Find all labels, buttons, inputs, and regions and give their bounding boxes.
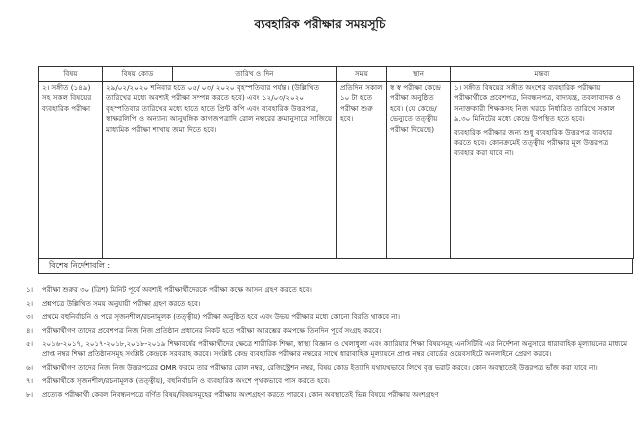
- list-item-text: প্রশ্নপত্রে উল্লিখিত সময় অনুযায়ী পরীক্ষা গ্রহণ করতে হবে।: [42, 299, 201, 308]
- list-item: [26, 286, 633, 296]
- notice-heading: বিশেষ নির্দেশাবলি :: [38, 258, 633, 274]
- column-header-remarks: মন্তব্য: [451, 67, 634, 82]
- list-item-number: ৪।: [26, 326, 34, 335]
- list-item-number: ২।: [26, 299, 34, 308]
- column-header-place: স্থান: [387, 67, 451, 82]
- column-header-subject-code: বিষয় কোড: [103, 67, 173, 82]
- list-item-number: ৫।: [26, 340, 34, 349]
- list-item: [26, 327, 633, 337]
- list-item-number: ১।: [26, 286, 34, 294]
- list-item-number: ৩।: [26, 313, 34, 322]
- cell-date: ২৯/০২/২০২০ শনিবার হতে ০৫/ ০৩/ ২০২০ বৃহস্পতিবার পর্যন্ত। (উল্লিখিত তারিখের মধ্যে অবশ্যই পরীক্ষা সম্পন্ন করতে হবে) এবং ১২/০৩/২০২০ বৃহস্পতিবার তারিখের মধ্যে হাতে হাতে প্রিন্ট কপি এবং ব্যবহারিক উত্তরপত্র, স্বাক্ষরলিপি ও অন্যান্য আনুষঙ্গিক কাগজপত্রাদি রোল নম্বরের ক্রমানুসারে সাজিয়ে মাধ্যমিক পরীক্ষা শাখায় জমা দিতে হবে।: [103, 82, 337, 259]
- cell-subject: ২। সঙ্গীত (১৪৯) সহ সকল বিষয়ের ব্যবহারিক পরীক্ষা: [39, 82, 103, 259]
- table-header-row: [39, 67, 634, 82]
- instruction-list: [26, 286, 633, 404]
- column-header-subject: বিষয়: [39, 67, 103, 82]
- page-title: ব্যবহারিক পরীক্ষার সময়সূচি: [254, 17, 386, 31]
- list-item-text: পরীক্ষার্থীকে সৃজনশীল/রচনামূলক (তত্ত্বীয়), বহুনির্বাচনি ও ব্যবহারিক অংশে পৃথকভাবে পাস করতে হবে।: [42, 377, 330, 386]
- list-item-text: পরীক্ষা শুরুর ৩০ (ত্রিশ) মিনিট পূর্বে অবশ্যই পরীক্ষার্থীদেরকে পরীক্ষা কক্ষে আসন গ্রহণ করতে হবে।: [42, 286, 312, 294]
- schedule-table: [38, 66, 634, 259]
- list-item-text: পরীক্ষার্থীগণ তাদের প্রবেশপত্র নিজ নিজ প্রতিষ্ঠান প্রধানের নিকট হতে পরীক্ষা আরম্ভের কমপক্ষে তিনদিন পূর্বে সংগ্রহ করবে।: [42, 326, 382, 335]
- list-item: [26, 391, 633, 401]
- list-item: [26, 313, 633, 323]
- list-item: [26, 377, 633, 387]
- list-item-number: ৭।: [26, 377, 34, 386]
- cell-remarks: [451, 82, 634, 259]
- list-item: [26, 364, 633, 374]
- list-item-number: ৮।: [26, 390, 34, 399]
- table-row: [39, 82, 634, 259]
- list-item: [26, 340, 633, 359]
- list-item-text: প্রথমে বহুনির্বাচনি ও পরে সৃজনশীল/রচনামূলক (তত্ত্বীয়) পরীক্ষা অনুষ্ঠিত হবে এবং উভয় পরীক্ষার মধ্যে কোনো বিরতি থাকবে না।: [42, 313, 401, 322]
- list-item-text: পরীক্ষার্থীগণ তাদের নিজ নিজ উত্তরপত্রের OMR ফরমে তার পরীক্ষার রোল নম্বর, রেজিস্ট্রেশন নম্বর, বিষয় কোড ইত্যাদি যথাযথভাবে লিখে বৃত্ত ভরাট করবে। কোন অবস্থাতেই উত্তরপত্র ভাঁজ করা যাবে না।: [42, 363, 598, 372]
- column-header-time: সময়: [337, 67, 387, 82]
- list-item-number: ৬।: [26, 363, 34, 372]
- remark-line: ১। সঙ্গীত বিষয়ের সঙ্গীত অংশের ব্যবহারিক পরীক্ষায় পরীক্ষার্থীকে প্রবেশপত্র, নিবন্ধনপত্র, বাদ্যযন্ত্র, তবলাবাদক ও সনাক্তকারী শিক্ষকসহ নিজ খরচে নির্ধারিত তারিখে সকাল ৯.৩০ মিনিটের মধ্যে কেন্দ্রে উপস্থিত হতে হবে।: [454, 83, 621, 124]
- cell-place: স্ব স্ব পরীক্ষা কেন্দ্রে পরীক্ষা অনুষ্ঠিত হবে। (যে কেন্দ্রে/ ভেন্যুতে তত্ত্বীয় পরীক্ষা দিয়েছে): [387, 82, 451, 259]
- list-item: [26, 300, 633, 310]
- column-header-date: তারিখ ও দিন: [173, 67, 337, 82]
- list-item-text: প্রত্যেক পরীক্ষার্থী কেবল নিবন্ধনপত্রে বর্ণিত বিষয়/বিষয়সমূহের পরীক্ষায় অংশগ্রহণ করতে পারবে। কোন অবস্থাতেই ভিন্ন বিষয়ে পরীক্ষায় অংশগ্রহণ: [42, 390, 439, 399]
- list-item-text: ২০১৬-২০১৭, ২০১৭-২০১৮,২০১৮-২০১৯ শিক্ষাবর্ষের পরীক্ষার্থীদের ক্ষেত্রে শারীরিক শিক্ষা, স্বাস্থ্য বিজ্ঞান ও খেলাধুলা এবং ক্যারিয়ার শিক্ষা বিষয়সমূহ এনসিটিবি এর নির্দেশনা অনুসারে ধারাবাহিক মূল্যায়নের মাধ্যমে প্রাপ্ত নম্বর শিক্ষা প্রতিষ্ঠানসমূহ সংশ্লিষ্ট কেন্দ্রকে সরবরাহ করবে। সংশ্লিষ্ট কেন্দ্র ব্যবহারিক পরীক্ষার নম্বরের সাথে ধারাবাহিক মূল্যায়নে প্রাপ্ত নম্বর বোর্ডের ওয়েবসাইটে অনলাইনে প্রেরণ করবে।: [42, 340, 628, 358]
- remark-line: ব্যবহারিক পরীক্ষার জন্য শুধু ব্যবহারিক উত্তরপত্র ব্যবহার করতে হবে। কোনক্রমেই তত্ত্বীয় পরীক্ষার মূল উত্তরপত্র ব্যবহার করা যাবে না।: [454, 127, 613, 158]
- cell-time: প্রতিদিন সকাল ১০ টা হতে পরীক্ষা শুরু হবে।: [337, 82, 387, 259]
